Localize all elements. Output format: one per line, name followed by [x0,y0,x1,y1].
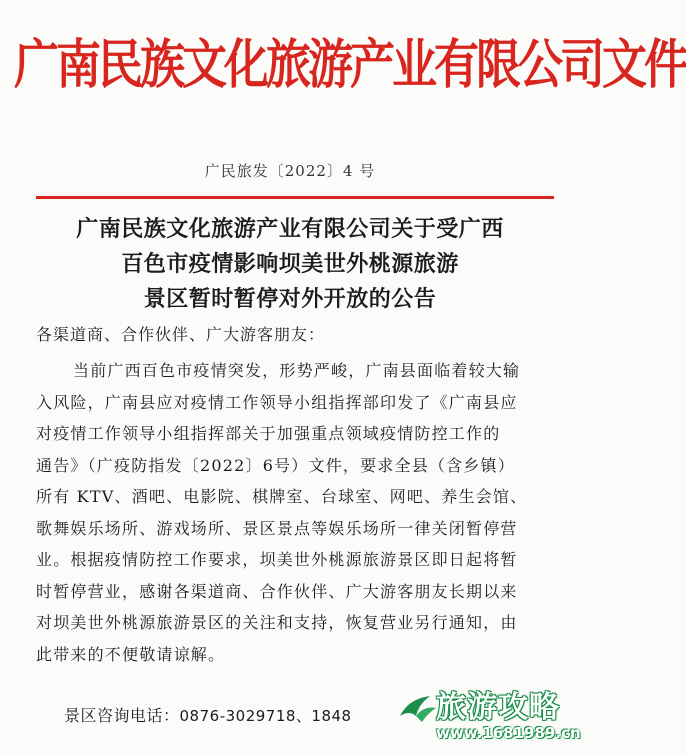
watermark-url: www.1681989.cn [436,724,581,742]
title-line: 景区暂时暂停对外开放的公告 [143,286,437,312]
body-line: 对疫情工作领导小组指挥部关于加强重点领域疫情防控工作的 [36,424,501,443]
body-line: 对坝美世外桃源旅游景区的关注和支持，恢复营业另行通知，由 [36,613,518,632]
contact-line [64,703,352,726]
body-line: 入风险，广南县应对疫情工作领导小组指挥部印发了《广南县应 [36,392,518,412]
body-line: 歌舞娱乐场所、游戏场所、景区景点等娱乐场所一律关闭暂停营 [36,518,518,538]
notice-body [36,355,556,670]
title-line: 广南民族文化旅游产业有限公司关于受广西 [76,216,504,242]
bird-logo-icon [396,686,440,730]
contact-label: 景区咨询电话： [64,706,180,725]
body-line: 当前广西百色市疫情突发，形势严峻，广南县面临着较大输 [73,361,521,380]
contact-phones: 0876-3029718、1848 [179,707,352,725]
site-watermark [396,680,581,752]
body-line: 业。根据疫情防控工作要求，坝美世外桃源旅游景区即日起将暂 [36,550,518,569]
notice-title [30,212,550,317]
red-divider-line [36,196,554,199]
document-masthead: 广南民族文化旅游产业有限公司文件 [14,32,686,96]
salutation: 各渠道商、合作伙伴、广大游客朋友： [36,325,326,344]
document-number: 广民旅发〔2022〕4 号 [204,162,376,180]
body-line: 时暂停营业，感谢各渠道商、合作伙伴、广大游客朋友长期以来 [36,581,518,601]
title-line: 百色市疫情影响坝美世外桃源旅游 [121,251,459,277]
watermark-text: 旅游攻略 [436,690,560,725]
body-line: 此带来的不便敬请谅解。 [36,644,226,664]
body-line: 所有 KTV、酒吧、电影院、棋牌室、台球室、网吧、养生会馆、 [36,487,528,506]
body-line: 通告》（广疫防指发〔2022〕6号）文件，要求全县（含乡镇） [36,455,515,475]
